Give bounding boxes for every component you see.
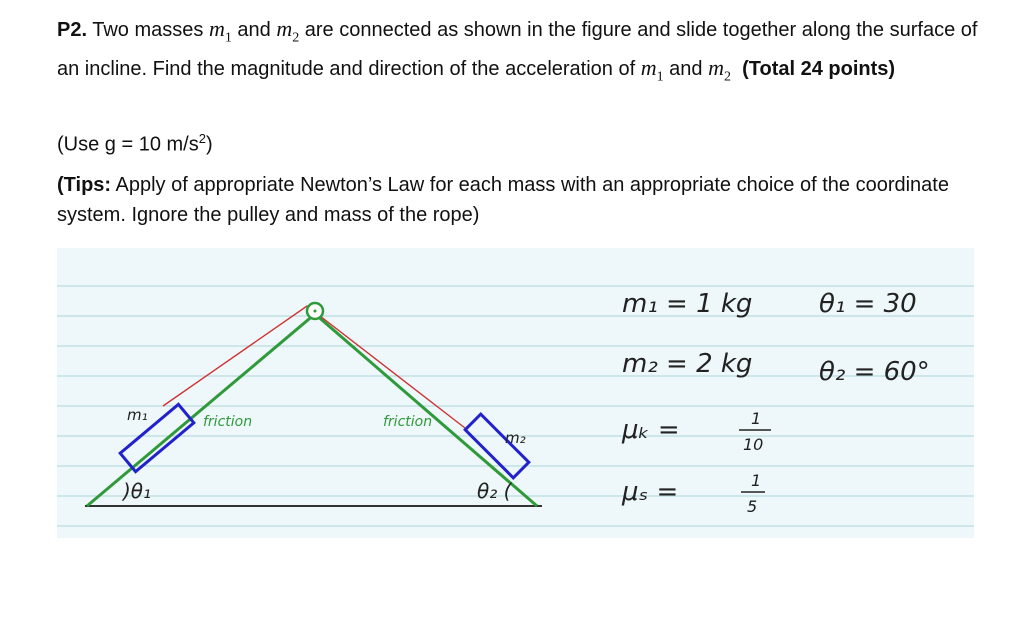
label-friction-right: friction (383, 414, 433, 430)
mu-s-denominator: 5 (747, 497, 758, 516)
tips-label: (Tips: (57, 174, 112, 196)
problem-statement (57, 14, 987, 93)
symbol-m2: $m_2$ (708, 55, 731, 85)
label-friction-left: friction (203, 414, 253, 430)
problem-text: are connected as shown in the figure and slide together along the surface of an incline. Find the magnitude and direction of the acceleration of (57, 19, 978, 81)
incline-figure (57, 248, 974, 538)
gravity-note: (Use g = 10 $m/s^2$) (57, 131, 213, 156)
symbol-m1: $m_1$ (640, 55, 664, 85)
given-m1: m₁ = 1 kg (622, 289, 753, 319)
mu-s-numerator: 1 (751, 471, 762, 490)
problem-text: and (663, 58, 709, 81)
problem-text: and (231, 19, 277, 41)
symbol-m2: $m_2$ (276, 16, 300, 46)
mu-k-denominator: 10 (743, 435, 764, 454)
given-mu-s: μₛ = (622, 477, 679, 507)
problem-text: Two masses (87, 19, 209, 41)
label-theta1: )θ₁ (123, 479, 152, 503)
symbol-m1: $m_1$ (208, 16, 232, 46)
problem-number: P2. (57, 19, 88, 41)
given-m2: m₂ = 2 kg (622, 349, 753, 379)
label-m2: m₂ (505, 429, 526, 447)
mu-k-numerator: 1 (751, 409, 762, 428)
tips-text: Apply of appropriate Newton’s Law for each mass with an appropriate choice of the coordinate system. Ignore the pulley and mass of the rope) (57, 174, 949, 226)
label-theta2: θ₂ ( (477, 479, 512, 503)
tips-note (57, 170, 957, 230)
label-m1: m₁ (127, 406, 148, 424)
given-mu-k: μₖ = (622, 415, 680, 445)
given-theta2: θ₂ = 60° (819, 357, 930, 387)
given-theta1: θ₁ = 30 (819, 289, 917, 319)
total-points: (Total 24 points) (742, 58, 896, 81)
